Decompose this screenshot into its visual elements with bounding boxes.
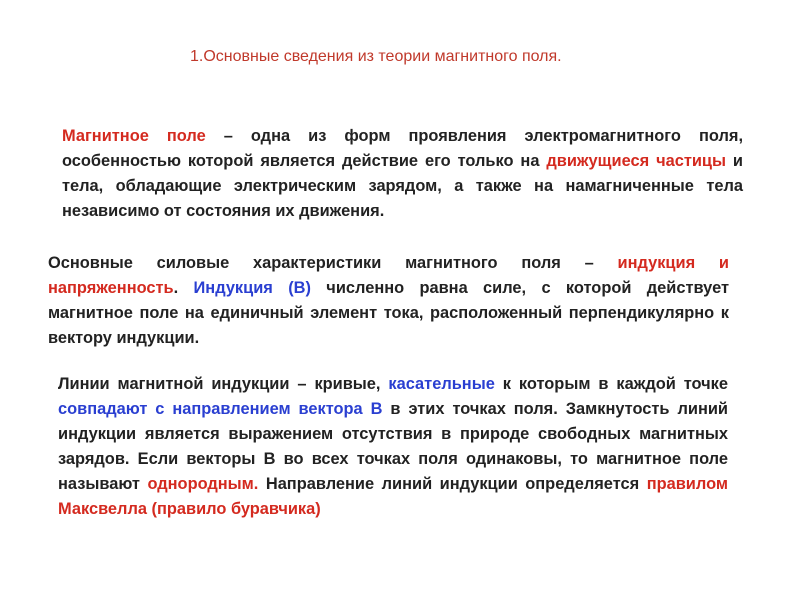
term-induction-b: Индукция (В) [193,279,311,298]
paragraph-text: Направление линий индукции определяется [258,475,647,494]
paragraph-text: к которым в каждой точке [494,375,728,394]
paragraph-force-characteristics [48,251,729,351]
term-induction-and-intensity: индукция и напряженность [48,254,730,298]
term-tangent: касательные [388,375,495,394]
term-moving-particles: движущиеся частицы [546,152,726,171]
paragraph-text: . [173,279,194,298]
paragraph-text: Линии магнитной индукции – кривые, [58,375,389,394]
paragraph-induction-lines [58,372,728,522]
page-title: 1.Основные сведения из теории магнитного поля. [190,48,562,65]
term-coincide-with-vector: совпадают с направлением вектора В [58,400,383,419]
term-uniform: однородным. [147,475,259,494]
term-magnetic-field: Магнитное поле [62,127,206,146]
paragraph-text: – одна из форм проявления электромагнитного поля, особенностью которой является действие его только на [62,127,743,171]
paragraph-text: численно равна силе, с которой действует магнитное поле на единичный элемент тока, расположенный перпендикулярно к вектору индукции. [48,279,729,348]
paragraph-text: Основные силовые характеристики магнитного поля – [48,254,618,273]
paragraph-magnetic-field-definition [62,124,743,224]
term-maxwell-rule: правилом Максвелла (правило буравчика) [58,475,728,519]
paragraph-text: в этих точках поля. Замкнутость линий индукции является выражением отсутствия в природе свободных магнитных зарядов. Если векторы В во всех точках поля одинаковы, то магнитное поле называют [58,400,728,494]
paragraph-text: и тела, обладающие электрическим зарядом, а также на намагниченные тела независимо от состояния их движения. [62,152,743,221]
